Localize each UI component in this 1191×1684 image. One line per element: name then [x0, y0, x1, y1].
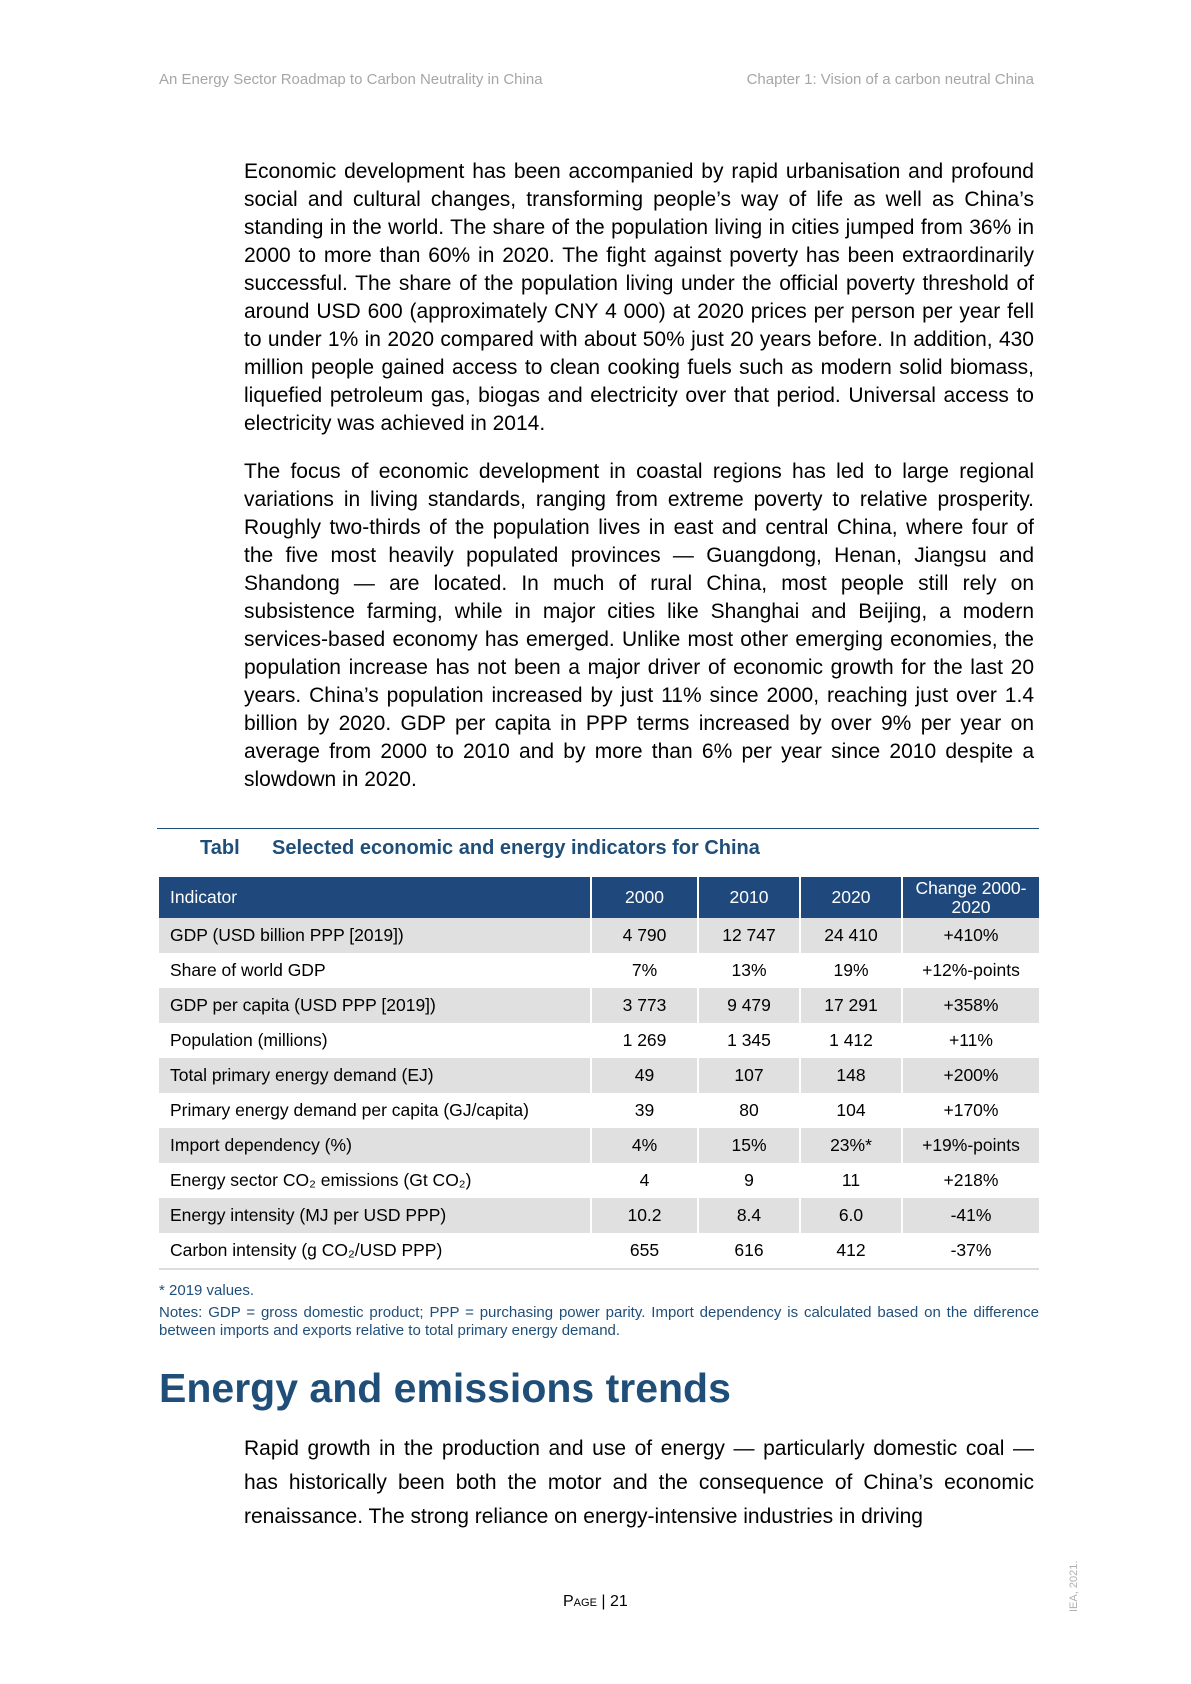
value-cell: 10.2 [591, 1198, 698, 1233]
table-row [159, 1128, 1039, 1163]
value-cell: 1 345 [698, 1023, 800, 1058]
table-row [159, 918, 1039, 953]
page-label: Page [563, 1593, 597, 1610]
table-notes: Notes: GDP = gross domestic product; PPP = purchasing power parity. Import dependency is calculated based on the difference between imports and exports relative to total primary energy demand. [159, 1304, 1039, 1339]
value-cell: 6.0 [800, 1198, 902, 1233]
value-cell: 104 [800, 1093, 902, 1128]
value-cell: +12%-points [902, 953, 1039, 988]
value-cell: 655 [591, 1233, 698, 1269]
value-cell: 17 291 [800, 988, 902, 1023]
table-row [159, 1233, 1039, 1269]
value-cell: 49 [591, 1058, 698, 1093]
table-title: Selected economic and energy indicators for China [272, 837, 760, 859]
value-cell: 9 479 [698, 988, 800, 1023]
value-cell: 4 [591, 1163, 698, 1198]
table-row [159, 1163, 1039, 1198]
table-label: Tabl [200, 837, 240, 859]
value-cell: +200% [902, 1058, 1039, 1093]
value-cell: 23%* [800, 1128, 902, 1163]
table-row [159, 1198, 1039, 1233]
value-cell: 616 [698, 1233, 800, 1269]
indicator-cell: GDP per capita (USD PPP [2019]) [159, 988, 591, 1023]
value-cell: 15% [698, 1128, 800, 1163]
paragraph: Economic development has been accompanied by rapid urbanisation and profound social and cultural changes, transforming people’s way of life as well as China’s standing in the world. The share of the population living in cities jumped from 36% in 2000 to more than 60% in 2020. The fight against poverty has been extraordinarily successful. The share of the population living under the official poverty threshold of around USD 600 (approximately CNY 4 000) at 2020 prices per person per year fell to under 1% in 2020 compared with about 50% just 20 years before. In addition, 430 million people gained access to clean cooking fuels such as modern solid biomass, liquefied petroleum gas, biogas and electricity over that period. Universal access to electricity was achieved in 2014. [244, 160, 1034, 435]
page-number [563, 1593, 628, 1611]
value-cell: 80 [698, 1093, 800, 1128]
running-header-title: An Energy Sector Roadmap to Carbon Neutrality in China [159, 71, 543, 88]
table-row [159, 1093, 1039, 1128]
value-cell: 39 [591, 1093, 698, 1128]
value-cell: 3 773 [591, 988, 698, 1023]
page-separator: | [601, 1593, 606, 1610]
value-cell: +11% [902, 1023, 1039, 1058]
indicator-cell: Population (millions) [170, 1030, 328, 1050]
table-footnote: * 2019 values. [159, 1282, 255, 1299]
indicator-cell: GDP (USD billion PPP [2019]) [159, 918, 591, 953]
value-cell: 107 [698, 1058, 800, 1093]
indicators-table [159, 877, 1039, 1270]
value-cell: +19%-points [902, 1128, 1039, 1163]
table-row [159, 1023, 1039, 1058]
section-paragraph: Rapid growth in the production and use of energy — particularly domestic coal — has historically been both the motor and the consequence of China’s economic renaissance. The strong reliance on energy-intensive industries in driving [244, 1437, 1034, 1528]
table-caption [157, 828, 1039, 859]
value-cell: 4% [591, 1128, 698, 1163]
indicator-cell: Import dependency (%) [159, 1128, 591, 1163]
value-cell: +358% [902, 988, 1039, 1023]
page-number-value: 21 [609, 1593, 628, 1610]
col-header: Indicator [159, 877, 591, 918]
table-row [159, 1058, 1039, 1093]
indicator-cell: Energy intensity (MJ per USD PPP) [159, 1198, 591, 1233]
body-text [244, 158, 1034, 814]
indicator-cell: Share of world GDP [170, 960, 326, 980]
table-header-row [159, 877, 1039, 918]
value-cell: 11 [800, 1163, 902, 1198]
running-header-chapter: Chapter 1: Vision of a carbon neutral China [746, 71, 1034, 88]
value-cell: 7% [591, 953, 698, 988]
value-cell: 412 [800, 1233, 902, 1269]
value-cell: 9 [698, 1163, 800, 1198]
section-heading: Energy and emissions trends [159, 1365, 731, 1411]
value-cell: 19% [800, 953, 902, 988]
copyright-watermark: IEA, 2021. [1068, 1560, 1080, 1612]
value-cell: 12 747 [698, 918, 800, 953]
value-cell: +410% [902, 918, 1039, 953]
indicator-cell: Total primary energy demand (EJ) [159, 1058, 591, 1093]
value-cell: 13% [698, 953, 800, 988]
table-row [159, 953, 1039, 988]
value-cell: 24 410 [800, 918, 902, 953]
value-cell: 4 790 [591, 918, 698, 953]
value-cell: 148 [800, 1058, 902, 1093]
value-cell: -37% [902, 1233, 1039, 1269]
value-cell: 1 269 [591, 1023, 698, 1058]
paragraph: The focus of economic development in coastal regions has led to large regional variations in living standards, ranging from extreme poverty to relative prosperity. Roughly two-thirds of the population lives in east and central China, where four of the five most heavily populated provinces — Guangdong, Henan, Jiangsu and Shandong — are located. In much of rural China, most people still rely on subsistence farming, while in major cities like Shanghai and Beijing, a modern services-based economy has emerged. Unlike most other emerging economies, the population increase has not been a major driver of economic growth for the last 20 years. China’s population increased by just 11% since 2000, reaching just over 1.4 billion by 2020. GDP per capita in PPP terms increased by over 9% per year on average from 2000 to 2010 and by more than 6% per year since 2010 despite a slowdown in 2020. [244, 460, 1034, 791]
col-header: 2000 [591, 877, 698, 918]
indicator-cell: Primary energy demand per capita (GJ/capita) [170, 1100, 529, 1120]
col-header: 2010 [698, 877, 800, 918]
indicator-cell: Carbon intensity (g CO₂/USD PPP) [159, 1233, 591, 1269]
value-cell: -41% [902, 1198, 1039, 1233]
col-header: Change 2000-2020 [902, 877, 1039, 918]
table-row [159, 988, 1039, 1023]
value-cell: 8.4 [698, 1198, 800, 1233]
value-cell: 1 412 [800, 1023, 902, 1058]
col-header: 2020 [800, 877, 902, 918]
value-cell: +218% [902, 1163, 1039, 1198]
value-cell: +170% [902, 1093, 1039, 1128]
indicator-cell: Energy sector CO₂ emissions (Gt CO₂) [170, 1170, 472, 1190]
